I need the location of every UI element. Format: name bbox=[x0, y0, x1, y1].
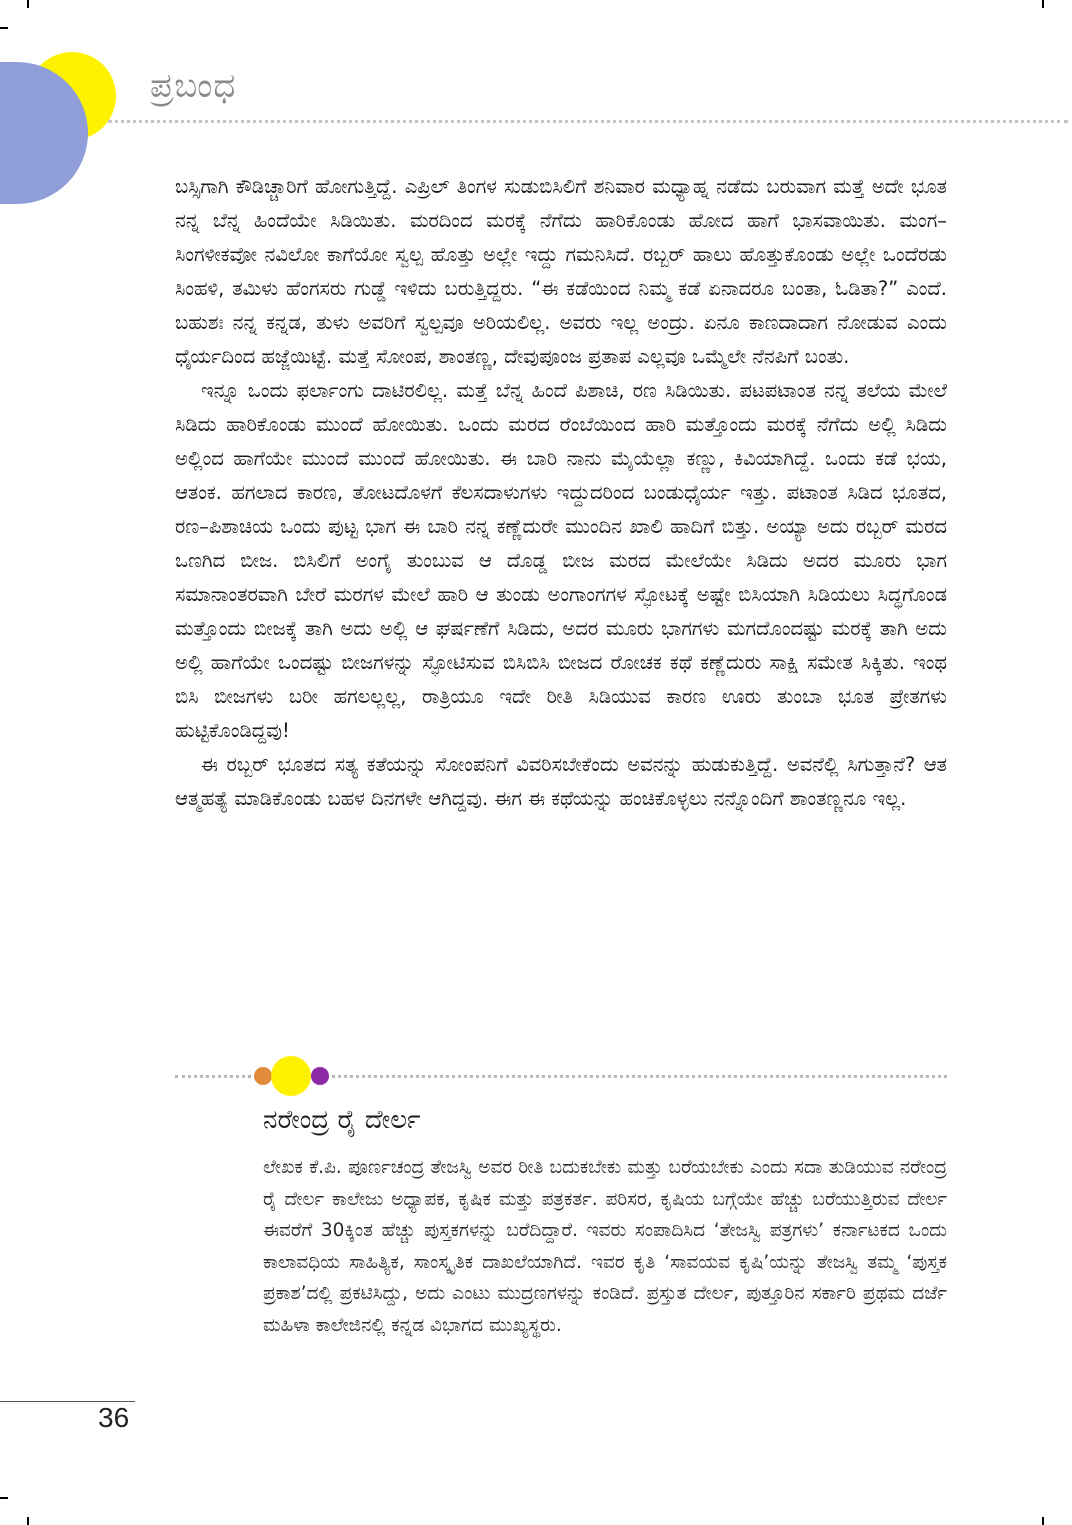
separator-orange-dot bbox=[254, 1067, 272, 1085]
author-name: ನರೇಂದ್ರ ರೈ ದೇರ್ಲ bbox=[263, 1105, 421, 1135]
crop-mark-left-bottom bbox=[0, 1497, 8, 1499]
crop-mark-top-right bbox=[1042, 0, 1044, 8]
crop-mark-left-top bbox=[0, 27, 8, 29]
essay-paragraph: ಬಸ್ಸಿಗಾಗಿ ಕೌಡಿಚ್ಚಾರಿಗೆ ಹೋಗುತ್ತಿದ್ದೆ. ಎಪ್ರಿಲ್ ತಿಂಗಳ ಸುಡುಬಿಸಿಲಿಗೆ ಶನಿವಾರ ಮಧ್ಯಾಹ್ನ ನಡೆದು ಬರುವಾಗ ಮತ್ತೆ ಅದೇ ಭೂತ ನನ್ನ ಬೆನ್ನ ಹಿಂದೆಯೇ ಸಿಡಿಯಿತು. ಮರದಿಂದ ಮರಕ್ಕೆ ನೆಗೆದು ಹಾರಿಕೊಂಡು ಹೋದ ಹಾಗೆ ಭಾಸವಾಯಿತು. ಮಂಗ–ಸಿಂಗಳೀಕವೋ ನವಿಲೋ ಕಾಗೆಯೋ ಸ್ವಲ್ಪ ಹೊತ್ತು ಅಲ್ಲೇ ಇದ್ದು ಗಮನಿಸಿದೆ. ರಬ್ಬರ್ ಹಾಲು ಹೊತ್ತುಕೊಂಡು ಅಲ್ಲೇ ಒಂದೆರಡು ಸಿಂಹಳಿ, ತಮಿಳು ಹೆಂಗಸರು ಗುಡ್ಡೆ ಇಳಿದು ಬರುತ್ತಿದ್ದರು. “ಈ ಕಡೆಯಿಂದ ನಿಮ್ಮ ಕಡೆ ಏನಾದರೂ ಬಂತಾ, ಓಡಿತಾ?” ಎಂದೆ. ಬಹುಶಃ ನನ್ನ ಕನ್ನಡ, ತುಳು ಅವರಿಗೆ ಸ್ವಲ್ಪವೂ ಅರಿಯಲಿಲ್ಲ. ಅವರು ಇಲ್ಲ ಅಂದ್ರು. ಏನೂ ಕಾಣದಾದಾಗ ನೋಡುವ ಎಂದು ಧೈರ್ಯದಿಂದ ಹಜ್ಜೆಯಿಟ್ಟೆ. ಮತ್ತೆ ಸೋಂಪ, ಶಾಂತಣ್ಣ, ದೇವುಪೂಂಜ ಪ್ರತಾಪ ಎಲ್ಲವೂ ಒಮ್ಮೆಲೇ ನೆನಪಿಗೆ ಬಂತು. bbox=[175, 175, 947, 368]
crop-mark-bottom-right bbox=[1042, 1517, 1044, 1525]
crop-mark-top-left bbox=[27, 0, 29, 8]
crop-mark-bottom-left bbox=[27, 1517, 29, 1525]
header-dotted-rule bbox=[108, 120, 1068, 123]
separator-purple-dot bbox=[311, 1067, 329, 1085]
essay-body bbox=[175, 170, 947, 816]
page-number: 36 bbox=[98, 1402, 130, 1433]
essay-paragraph: ಇನ್ನೂ ಒಂದು ಫರ್ಲಾಂಗು ದಾಟಿರಲಿಲ್ಲ. ಮತ್ತೆ ಬೆನ್ನ ಹಿಂದೆ ಪಿಶಾಚಿ, ರಣ ಸಿಡಿಯಿತು. ಪಟಪಟಾಂತ ನನ್ನ ತಲೆಯ ಮೇಲೆ ಸಿಡಿದು ಹಾರಿಕೊಂಡು ಮುಂದೆ ಹೋಯಿತು. ಒಂದು ಮರದ ರೆಂಬೆಯಿಂದ ಹಾರಿ ಮತ್ತೊಂದು ಮರಕ್ಕೆ ನೆಗೆದು ಅಲ್ಲಿ ಸಿಡಿದು ಅಲ್ಲಿಂದ ಹಾಗೆಯೇ ಮುಂದೆ ಮುಂದೆ ಹೋಯಿತು. ಈ ಬಾರಿ ನಾನು ಮೈಯೆಲ್ಲಾ ಕಣ್ಣು, ಕಿವಿಯಾಗಿದ್ದೆ. ಒಂದು ಕಡೆ ಭಯ, ಆತಂಕ. ಹಗಲಾದ ಕಾರಣ, ತೋಟದೊಳಗೆ ಕೆಲಸದಾಳುಗಳು ಇದ್ದುದರಿಂದ ಬಂಡುಧೈರ್ಯ ಇತ್ತು. ಪಟಾಂತ ಸಿಡಿದ ಭೂತದ, ರಣ–ಪಿಶಾಚಿಯ ಒಂದು ಪುಟ್ಟ ಭಾಗ ಈ ಬಾರಿ ನನ್ನ ಕಣ್ಣೆದುರೇ ಮುಂದಿನ ಖಾಲಿ ಹಾದಿಗೆ ಬಿತ್ತು. ಅಯ್ಯಾ ಅದು ರಬ್ಬರ್ ಮರದ ಒಣಗಿದ ಬೀಜ. ಬಿಸಿಲಿಗೆ ಅಂಗೈ ತುಂಬುವ ಆ ದೊಡ್ಡ ಬೀಜ ಮರದ ಮೇಲೆಯೇ ಸಿಡಿದು ಅದರ ಮೂರು ಭಾಗ ಸಮಾನಾಂತರವಾಗಿ ಬೇರೆ ಮರಗಳ ಮೇಲೆ ಹಾರಿ ಆ ತುಂಡು ಅಂಗಾಂಗಗಳ ಸ್ಫೋಟಕ್ಕೆ ಅಷ್ಟೇ ಬಿಸಿಯಾಗಿ ಸಿಡಿಯಲು ಸಿದ್ಧಗೊಂಡ ಮತ್ತೊಂದು ಬೀಜಕ್ಕೆ ತಾಗಿ ಅದು ಅಲ್ಲಿ ಆ ಘರ್ಷಣೆಗೆ ಸಿಡಿದು, ಅದರ ಮೂರು ಭಾಗಗಳು ಮಗದೊಂದಷ್ಟು ಮರಕ್ಕೆ ತಾಗಿ ಅದು ಅಲ್ಲಿ ಹಾಗೆಯೇ ಒಂದಷ್ಟು ಬೀಜಗಳನ್ನು ಸ್ಫೋಟಿಸುವ ಬಿಸಿಬಿಸಿ ಬೀಜದ ರೋಚಕ ಕಥೆ ಕಣ್ಣೆದುರು ಸಾಕ್ಷಿ ಸಮೇತ ಸಿಕ್ಕಿತು. ಇಂಥ ಬಿಸಿ ಬೀಜಗಳು ಬರೀ ಹಗಲಲ್ಲಲ್ಲ, ರಾತ್ರಿಯೂ ಇದೇ ರೀತಿ ಸಿಡಿಯುವ ಕಾರಣ ಊರು ತುಂಬಾ ಭೂತ ಪ್ರೇತಗಳು ಹುಟ್ಟಿಕೊಂಡಿದ್ದವು! bbox=[175, 379, 947, 742]
separator-yellow-dot bbox=[271, 1056, 311, 1096]
author-bio: ಲೇಖಕ ಕೆ.ಪಿ. ಪೂರ್ಣಚಂದ್ರ ತೇಜಸ್ವಿ ಅವರ ರೀತಿ ಬದುಕಬೇಕು ಮತ್ತು ಬರೆಯಬೇಕು ಎಂದು ಸದಾ ತುಡಿಯುವ ನರೇಂದ್ರ ರೈ ದೇರ್ಲ ಕಾಲೇಜು ಅಧ್ಯಾಪಕ, ಕೃಷಿಕ ಮತ್ತು ಪತ್ರಕರ್ತ. ಪರಿಸರ, ಕೃಷಿಯ ಬಗ್ಗೆಯೇ ಹೆಚ್ಚು ಬರೆಯುತ್ತಿರುವ ದೇರ್ಲ ಈವರೆಗೆ 30ಕ್ಕಿಂತ ಹೆಚ್ಚು ಪುಸ್ತಕಗಳನ್ನು ಬರೆದಿದ್ದಾರೆ. ಇವರು ಸಂಪಾದಿಸಿದ ‘ತೇಜಸ್ವಿ ಪತ್ರಗಳು’ ಕರ್ನಾಟಕದ ಒಂದು ಕಾಲಾವಧಿಯ ಸಾಹಿತ್ಯಿಕ, ಸಾಂಸ್ಕೃತಿಕ ದಾಖಲೆಯಾಗಿದೆ. ಇವರ ಕೃತಿ ‘ಸಾವಯವ ಕೃಷಿ’ಯನ್ನು ತೇಜಸ್ವಿ ತಮ್ಮ ‘ಪುಸ್ತಕ ಪ್ರಕಾಶ’ದಲ್ಲಿ ಪ್ರಕಟಿಸಿದ್ದು, ಅದು ಎಂಟು ಮುದ್ರಣಗಳನ್ನು ಕಂಡಿದೆ. ಪ್ರಸ್ತುತ ದೇರ್ಲ, ಪುತ್ತೂರಿನ ಸರ್ಕಾರಿ ಪ್ರಥಮ ದರ್ಜೆ ಮಹಿಳಾ ಕಾಲೇಜಿನಲ್ಲಿ ಕನ್ನಡ ವಿಭಾಗದ ಮುಖ್ಯಸ್ಥರು. bbox=[263, 1157, 947, 1336]
section-label: ಪ್ರಬಂಧ bbox=[150, 66, 237, 106]
essay-paragraph: ಈ ರಬ್ಬರ್ ಭೂತದ ಸತ್ಯ ಕತೆಯನ್ನು ಸೋಂಪನಿಗೆ ವಿವರಿಸಬೇಕೆಂದು ಅವನನ್ನು ಹುಡುಕುತ್ತಿದ್ದೆ. ಅವನೆಲ್ಲಿ ಸಿಗುತ್ತಾನೆ? ಆತ ಆತ್ಮಹತ್ಯೆ ಮಾಡಿಕೊಂಡು ಬಹಳ ದಿನಗಳೇ ಆಗಿದ್ದವು. ಈಗ ಈ ಕಥೆಯನ್ನು ಹಂಚಿಕೊಳ್ಳಲು ನನ್ನೊಂದಿಗೆ ಶಾಂತಣ್ಣನೂ ಇಲ್ಲ. bbox=[175, 753, 947, 810]
